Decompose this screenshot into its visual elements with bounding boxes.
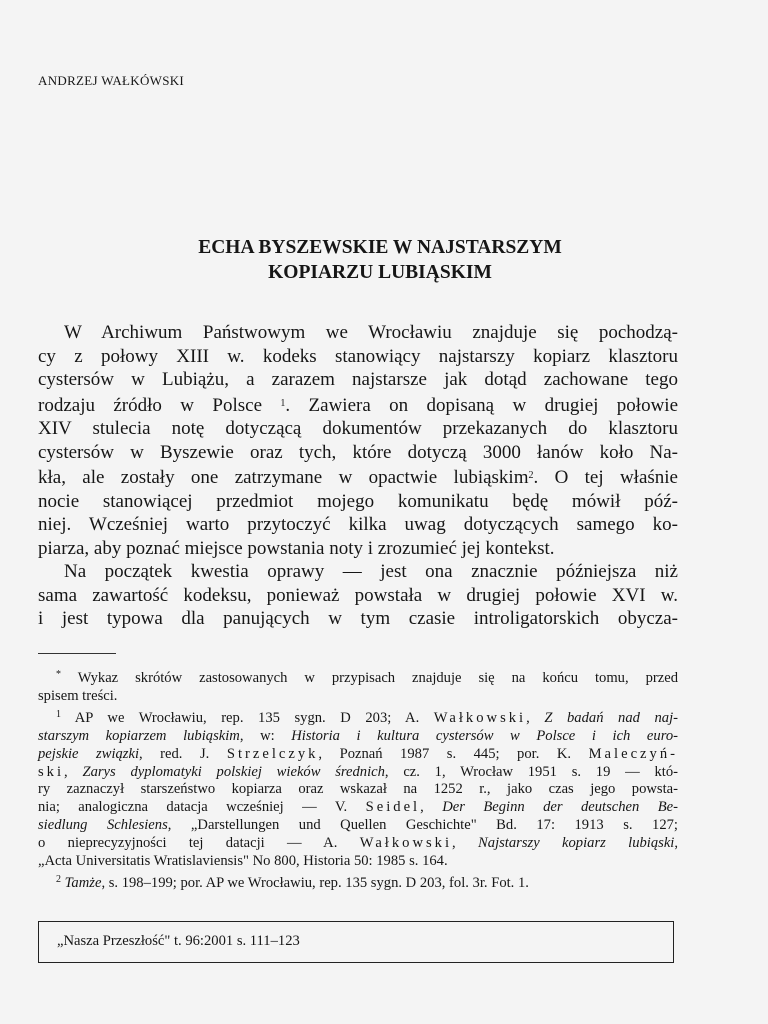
footnote-star: * Wykaz skrótów zastosowanych w przypisach znajduje się na końcu tomu, przed <box>56 669 678 686</box>
body-line: XIV stulecia notę dotyczącą dokumentów przekazanych do klasztoru <box>38 418 678 439</box>
body-line: cy z połowy XIII w. kodeks stanowiący najstarszy kopiarz klasztoru <box>38 345 678 367</box>
footnote-line: nia; analogiczna datacja wcześniej — V. Seidel, Der Beginn der deutschen Be- <box>38 799 679 816</box>
body-line: rodzaju źródło w Polsce $^1$. Zawiera on dopisaną w drugiej połowie <box>38 394 679 416</box>
body-line: nocie stanowiącej przedmiot mojego komunikatu będę mówił póź- <box>38 490 678 512</box>
footnote-2: $^2$ Tamże, s. 198–199; por. AP we Wrocławiu, rep. 135 sygn. D 203, fol. 3r. Fot. 1. <box>56 873 529 891</box>
body-line: cystersów w Lubiążu, a zarazem najstarsze jak dotąd zachowane tego <box>38 369 678 390</box>
footnotes <box>38 666 678 893</box>
footnote-line: siedlung Schlesiens, „Darstellungen und Quellen Geschichte" Bd. 17: 1913 s. 127; <box>38 817 678 834</box>
title-line-2: KOPIARZU LUBIĄSKIM <box>268 262 492 283</box>
body-line: i jest typowa dla panujących w tym czasie introligatorskich obycza- <box>38 608 678 629</box>
title-line-1: ECHA BYSZEWSKIE W NAJSTARSZYM <box>198 237 562 258</box>
running-head-author: ANDRZEJ WAŁKÓWSKI <box>38 73 185 88</box>
body-line: W Archiwum Państwowym we Wrocławiu znajduje się pochodzą- <box>64 322 678 343</box>
footnote-line: ry zaznaczył starszeństwo kopiarza oraz wskazał na 1252 r., jako czas jego powsta- <box>38 781 678 798</box>
footnote-line: „Acta Universitatis Wratislaviensis" No 800, Historia 50: 1985 s. 164. <box>38 853 448 870</box>
body-line: niej. Wcześniej warto przytoczyć kilka uwag dotyczących samego ko- <box>38 514 678 535</box>
article-title <box>30 235 730 285</box>
footnote-line: o nieprecyzyjności tej datacji — A. Wałkowski, Najstarszy kopiarz lubiąski, <box>38 835 679 852</box>
footnote-line: ski, Zarys dyplomatyki polskiej wieków średnich, cz. 1, Wrocław 1951 s. 19 — któ- <box>38 763 678 780</box>
body-line: kła, ale zostały one zatrzymane w opactwie lubiąskim$^2$. O tej właśnie <box>38 467 678 488</box>
citation-text: „Nasza Przeszłość" t. 96:2001 s. 111–123 <box>57 933 300 949</box>
footnote-ref-1: 1 <box>280 397 286 409</box>
footnote-1: $^1$ AP we Wrocławiu, rep. 135 sygn. D 203; A. Wałkowski, Z badań nad naj- <box>56 708 678 726</box>
body-text <box>38 321 678 631</box>
body-line: Na początek kwestia oprawy — jest ona znacznie późniejsza niż <box>64 561 678 582</box>
body-line: sama zawartość kodeksu, ponieważ powstała w drugiej połowie XVI w. <box>38 584 678 606</box>
footnote-separator <box>38 653 116 654</box>
body-line: cystersów w Byszewie oraz tych, które dotyczą 3000 łanów koło Na- <box>38 441 678 463</box>
footnote-line: spisem treści. <box>38 687 118 704</box>
footnote-ref-2: 2 <box>528 470 534 481</box>
footnote-line: pejskie związki, red. J. Strzelczyk, Poznań 1987 s. 445; por. K. Maleczyń- <box>38 745 678 762</box>
body-line: piarza, aby poznać miejsce powstania noty i zrozumieć jej kontekst. <box>38 537 555 559</box>
footnote-line: starszym kopiarzem lubiąskim, w: Historia i kultura cystersów w Polsce i ich euro- <box>38 727 679 744</box>
citation-box <box>38 921 674 963</box>
